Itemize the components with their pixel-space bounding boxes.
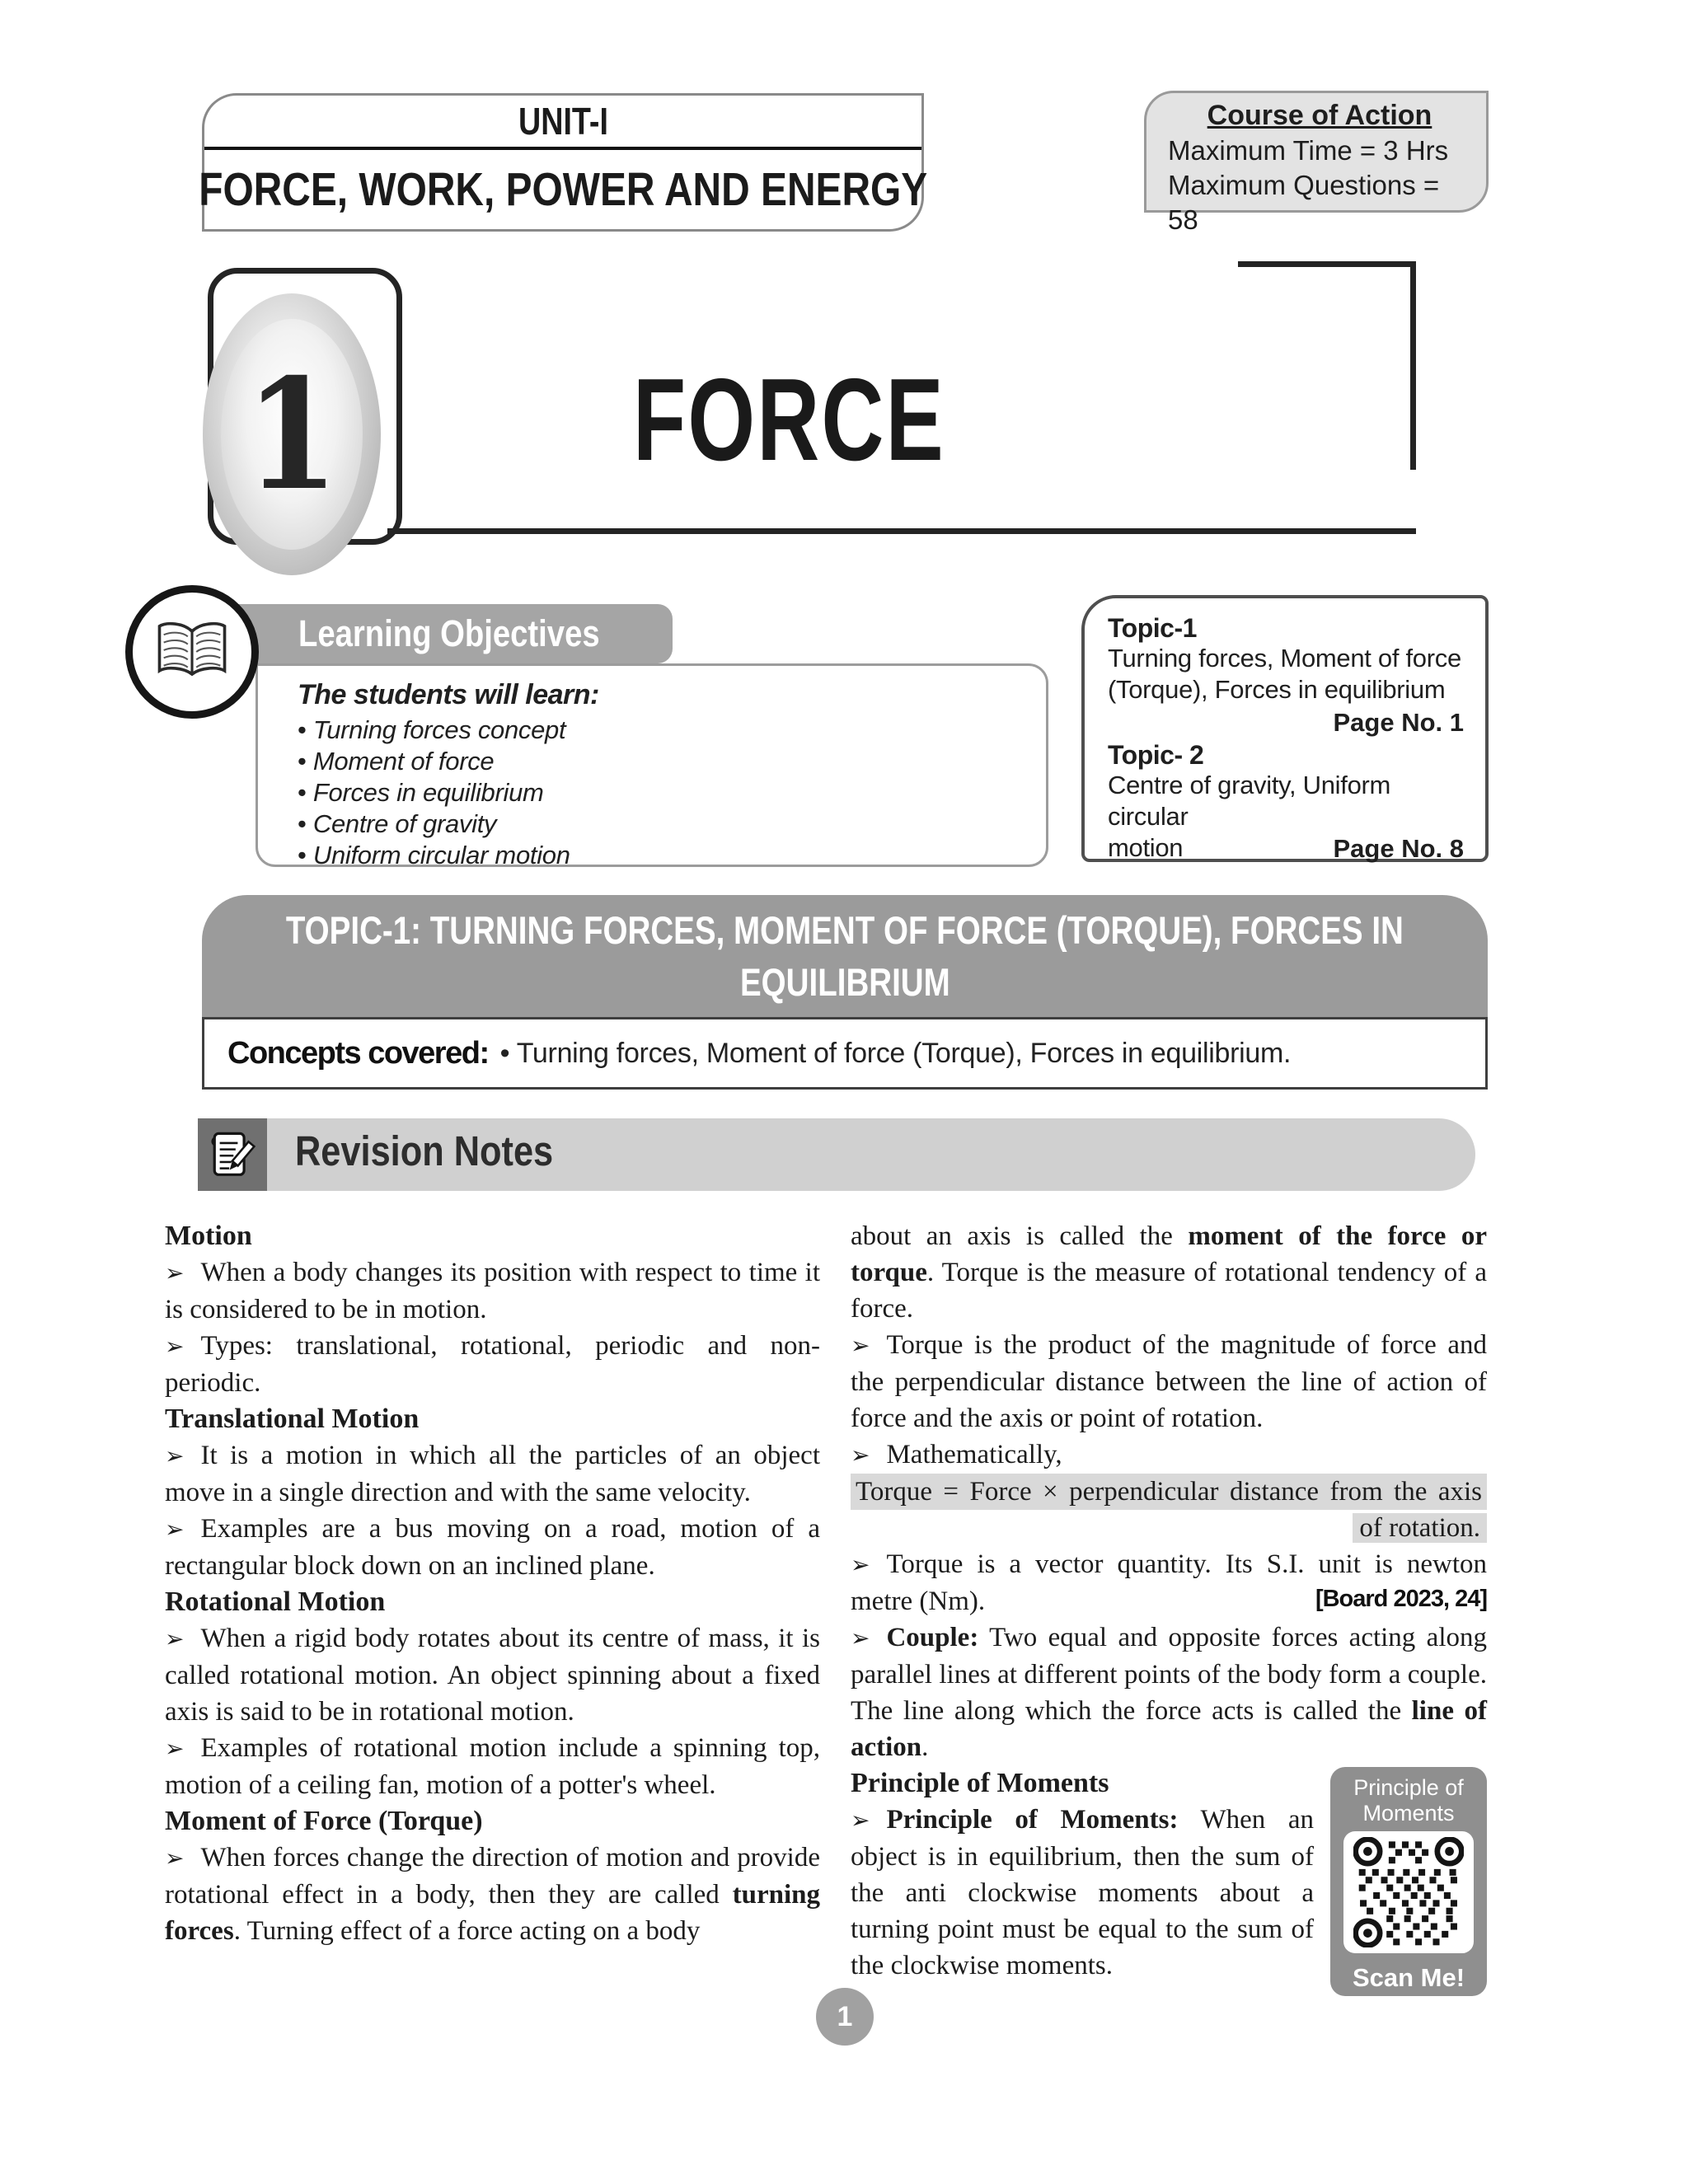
board-year-tag: [Board 2023, 24] xyxy=(1315,1586,1487,1612)
body-right-column xyxy=(851,1218,1487,2001)
bullet-arrow-icon: ➢ xyxy=(165,1516,185,1543)
bullet-arrow-icon: ➢ xyxy=(851,1807,870,1834)
unit-title: FORCE, WORK, POWER AND ENERGY xyxy=(198,163,928,216)
unit-label: UNIT-I xyxy=(518,100,608,143)
course-max-questions: Maximum Questions = 58 xyxy=(1168,170,1440,235)
revision-notes-title: Revision Notes xyxy=(295,1127,554,1174)
paragraph xyxy=(851,1619,1487,1765)
objective-item: • Uniform circular motion xyxy=(298,840,1029,871)
corner-bracket-top xyxy=(1238,261,1416,267)
objectives-intro: The students will learn: xyxy=(298,679,599,710)
paragraph xyxy=(851,1327,1487,1436)
paragraph xyxy=(165,1511,820,1584)
qr-caption-line2: Moments xyxy=(1362,1801,1455,1825)
topic2-description-line2: motion xyxy=(1108,833,1184,862)
paragraph xyxy=(851,1218,1487,1327)
qr-caption-line1: Principle of xyxy=(1353,1775,1464,1800)
formula-line2: of rotation. xyxy=(851,1510,1487,1546)
text: It is a motion in which all the particles of an object move in a single direction and with the same velocity. xyxy=(165,1441,820,1507)
text: Torque is a vector quantity. Its S.I. unit is newton metre (Nm). xyxy=(851,1549,1487,1616)
topic1-label: Topic-1 xyxy=(1108,613,1197,643)
chapter-badge-inner xyxy=(221,319,363,550)
topic-section-banner xyxy=(202,895,1488,1017)
body-left-column xyxy=(165,1218,820,1949)
topic-banner-line1: TOPIC-1: TURNING FORCES, MOMENT OF FORCE (TORQUE), FORCES IN xyxy=(285,908,1404,952)
text: Examples of rotational motion include a spinning top, motion of a ceiling fan, motion of a potter's wheel. xyxy=(165,1733,820,1800)
text: . xyxy=(921,1732,929,1762)
bold-text: turning forces xyxy=(165,1880,820,1946)
text: . Torque is the measure of rotational tendency of a force. xyxy=(851,1258,1487,1324)
paragraph xyxy=(165,1328,820,1401)
formula-line1: Torque = Force × perpendicular distance from the axis xyxy=(851,1474,1487,1510)
bullet-arrow-icon: ➢ xyxy=(165,1735,185,1762)
corner-bracket-right xyxy=(1410,261,1416,470)
section-heading: Moment of Force (Torque) xyxy=(165,1806,483,1836)
topic1-description: Turning forces, Moment of force (Torque), Forces in equilibrium xyxy=(1108,644,1461,704)
qr-card xyxy=(1330,1767,1487,1996)
bold-text: line of action xyxy=(851,1696,1488,1762)
bold-text: Principle of Moments: xyxy=(886,1805,1179,1835)
text: When an object is in equilibrium, then the sum of the anti clockwise moments about a turning point must be equal to the sum of the clockwise moments. xyxy=(851,1805,1314,1980)
course-max-time: Maximum Time = 3 Hrs xyxy=(1168,135,1449,166)
section-heading: Motion xyxy=(165,1221,252,1251)
text: Examples are a bus moving on a road, motion of a rectangular block down on an inclined plane. xyxy=(165,1514,820,1581)
text: about an axis is called the xyxy=(851,1221,1189,1251)
objective-item: • Moment of force xyxy=(298,746,1029,777)
bullet-arrow-icon: ➢ xyxy=(165,1333,185,1360)
objective-item: • Forces in equilibrium xyxy=(298,777,1029,808)
bullet-arrow-icon: ➢ xyxy=(851,1332,870,1359)
text: When forces change the direction of motion and provide rotational effect in a body, then they are called xyxy=(165,1843,820,1910)
learning-objectives-banner xyxy=(237,604,673,663)
objectives-list xyxy=(298,715,1029,871)
paragraph xyxy=(165,1620,820,1730)
unit-title-row xyxy=(198,150,928,229)
topic2-page-ref: Page No. 8 xyxy=(1333,834,1464,863)
learning-objectives-emblem xyxy=(125,585,259,719)
concepts-label: Concepts covered: xyxy=(227,1035,489,1071)
topic1-page-ref: Page No. 1 xyxy=(1333,708,1464,737)
bullet-arrow-icon: ➢ xyxy=(165,1625,185,1652)
bullet-arrow-icon: ➢ xyxy=(165,1442,185,1469)
section-heading: Translational Motion xyxy=(165,1404,420,1434)
learning-objectives-box xyxy=(256,663,1048,867)
text: Two equal and opposite forces acting along parallel lines at different points of the body form a couple. The line along which the force acts is called the xyxy=(851,1623,1487,1726)
text: Torque is the product of the magnitude of force and the perpendicular distance between the line of action of force and the axis or point of rotation. xyxy=(851,1330,1487,1433)
learning-objectives-title: Learning Objectives xyxy=(298,612,600,654)
page-number-badge xyxy=(816,1988,874,2046)
topic-banner-line2: EQUILIBRIUM xyxy=(739,960,950,1004)
bullet-arrow-icon: ➢ xyxy=(165,1844,185,1872)
qr-caption xyxy=(1353,1775,1464,1826)
text: Mathematically, xyxy=(886,1440,1062,1469)
page-number: 1 xyxy=(837,2000,853,2032)
paragraph xyxy=(165,1730,820,1803)
section-heading: Principle of Moments xyxy=(851,1768,1109,1798)
text: Types: translational, rotational, periodic and non-periodic. xyxy=(165,1331,820,1398)
bullet-arrow-icon: ➢ xyxy=(851,1551,870,1578)
qr-scan-label: Scan Me! xyxy=(1352,1963,1465,1992)
concepts-text: • Turning forces, Moment of force (Torque), Forces in equilibrium. xyxy=(499,1037,1292,1069)
paragraph xyxy=(851,1436,1487,1474)
paragraph xyxy=(165,1840,820,1949)
chapter-title: FORCE xyxy=(633,354,945,485)
unit-label-row xyxy=(204,96,921,147)
notepad-pencil-icon xyxy=(206,1127,259,1182)
text: When a body changes its position with respect to time it is considered to be in motion. xyxy=(165,1258,820,1324)
objective-item: • Turning forces concept xyxy=(298,715,1029,746)
topic2-description: Centre of gravity, Uniform circular xyxy=(1108,771,1391,831)
paragraph xyxy=(165,1254,820,1328)
bullet-arrow-icon: ➢ xyxy=(165,1259,185,1286)
chapter-number: 1 xyxy=(245,344,339,524)
open-book-icon xyxy=(149,609,235,695)
paragraph xyxy=(851,1546,1487,1619)
topic2-description-row xyxy=(1108,832,1464,865)
text: When a rigid body rotates about its centre of mass, it is called rotational motion. An object spinning about a fixed axis is said to be in rotational motion. xyxy=(165,1624,820,1727)
bold-text: Couple: xyxy=(886,1623,979,1652)
unit-box xyxy=(198,93,928,232)
revision-notes-emblem xyxy=(198,1118,267,1191)
qr-panel xyxy=(1343,1831,1474,1953)
bold-text: moment of the force or torque xyxy=(851,1221,1487,1287)
formula-highlight xyxy=(851,1474,1487,1546)
bullet-arrow-icon: ➢ xyxy=(851,1624,870,1652)
concepts-box xyxy=(202,1017,1488,1090)
topics-index-box xyxy=(1081,595,1489,862)
course-of-action-box xyxy=(1144,91,1489,235)
course-of-action-title: Course of Action xyxy=(1207,100,1432,131)
objective-item: • Centre of gravity xyxy=(298,808,1029,840)
paragraph xyxy=(165,1437,820,1511)
qr-code xyxy=(1353,1837,1464,1947)
topic2-label: Topic- 2 xyxy=(1108,740,1204,770)
chapter-underline-rule xyxy=(387,528,1416,534)
chapter-badge xyxy=(203,293,381,575)
text: . Turning effect of a force acting on a body xyxy=(233,1916,701,1946)
bullet-arrow-icon: ➢ xyxy=(851,1441,870,1469)
section-heading: Rotational Motion xyxy=(165,1586,386,1617)
